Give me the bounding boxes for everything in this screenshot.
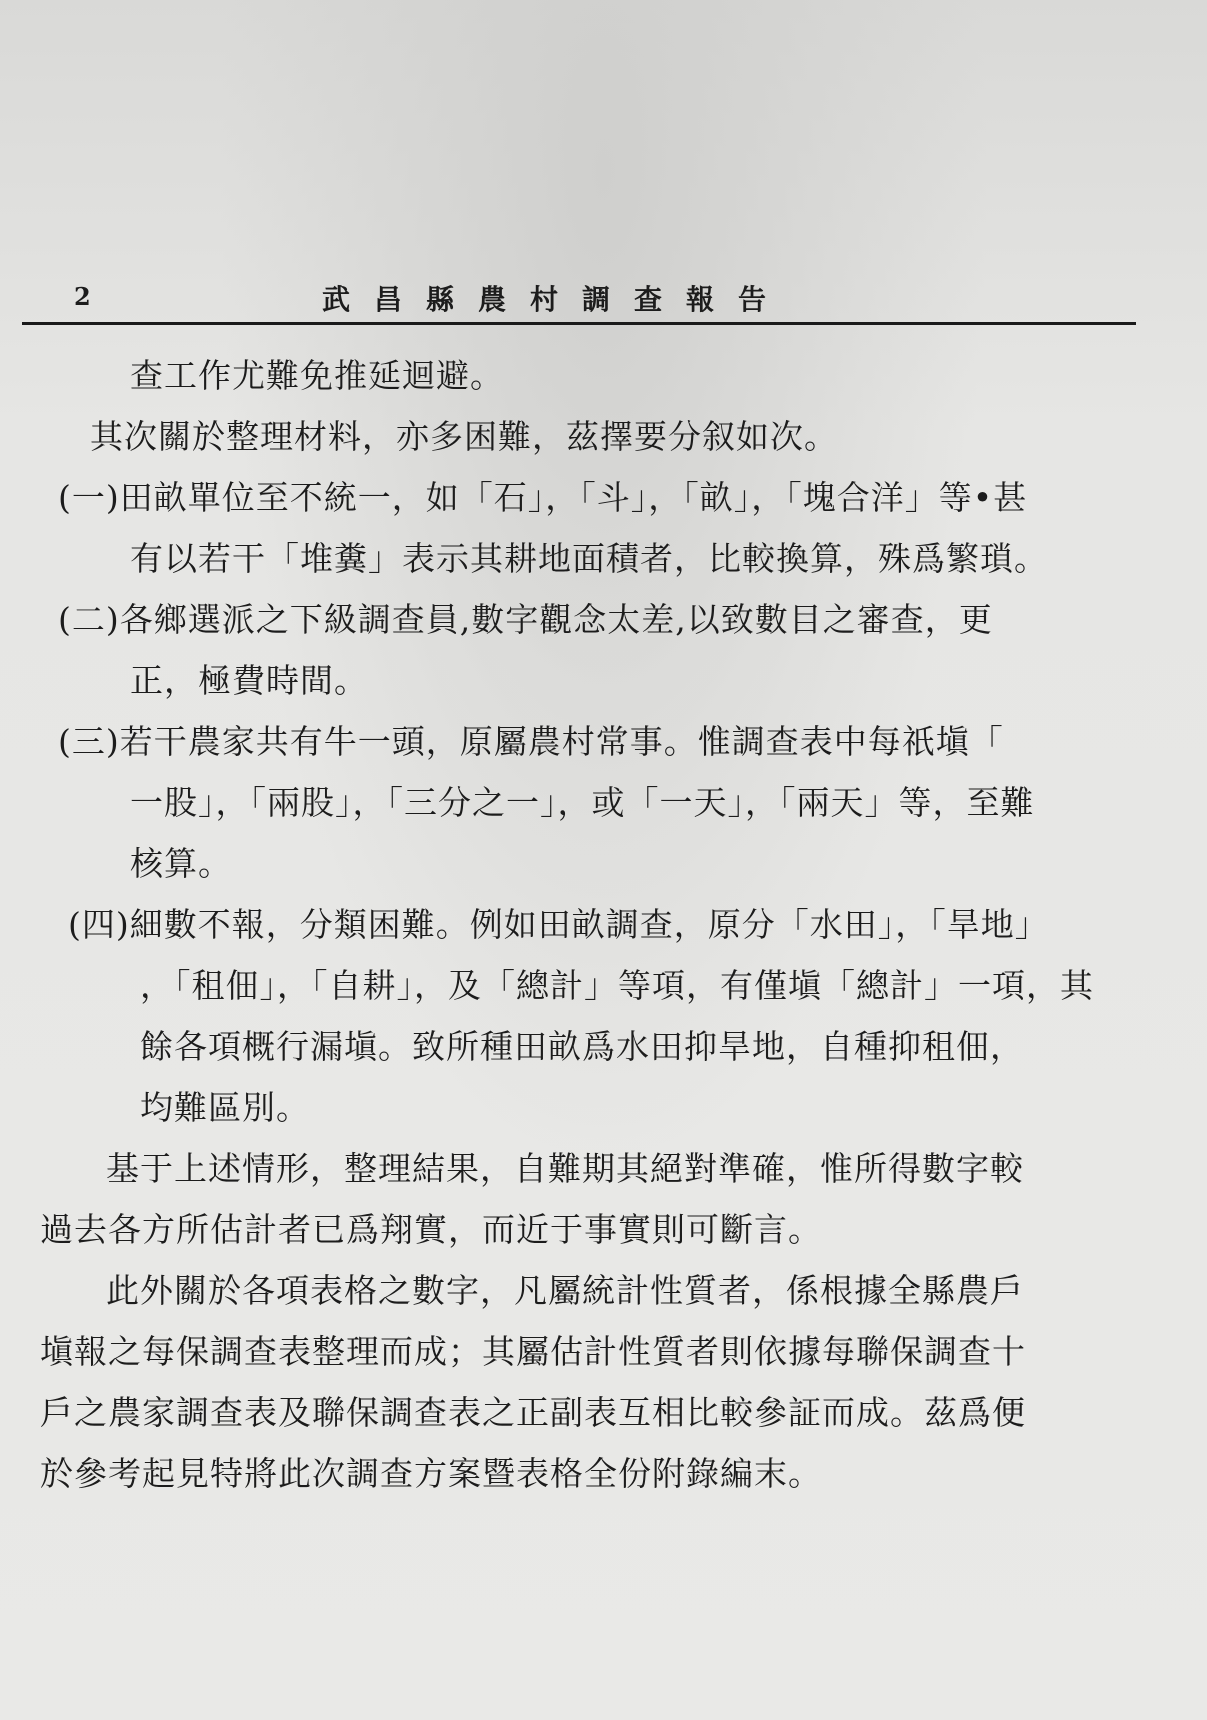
page-number: 2 xyxy=(74,282,91,311)
list-item-4-line: ，「租佃」，「自耕」，及「總計」等項，有僅塡「總計」一項，其 xyxy=(140,966,1094,1005)
running-title: 武昌縣農村調查報告 xyxy=(322,283,791,316)
text-line: 其次關於整理材料，亦多困難，茲擇要分叙如次。 xyxy=(90,417,838,456)
list-item-1-line: 有以若干「堆糞」表示其耕地面積者，比較換算，殊爲繁瑣。 xyxy=(130,539,1048,578)
list-item-3-line: (三)若干農家共有牛一頭，原屬農村常事。惟調查表中每祇塡「 xyxy=(58,722,1004,761)
paragraph-line: 戶之農家調查表及聯保調查表之正副表互相比較參証而成。茲爲便 xyxy=(40,1393,1026,1432)
list-item-1-line: (一)田畝單位至不統一，如「石」，「斗」，「畝」，「塊合洋」等•甚 xyxy=(58,478,1028,517)
list-item-4-line: 餘各項概行漏塡。致所種田畝爲水田抑旱地，自種抑租佃， xyxy=(140,1027,1024,1066)
paragraph-line: 過去各方所估計者已爲翔實，而近于事實則可斷言。 xyxy=(40,1210,822,1249)
list-item-4-line: (四)細數不報，分類困難。例如田畝調查，原分「水田」，「旱地」 xyxy=(68,905,1049,944)
list-item-3-line: 核算。 xyxy=(130,844,232,883)
list-item-2-line: (二)各鄉選派之下級調查員,數字觀念太差,以致數目之審查，更 xyxy=(58,600,993,639)
paragraph-line: 此外關於各項表格之數字，凡屬統計性質者，係根據全縣農戶 xyxy=(106,1271,1024,1310)
body-text xyxy=(40,345,1160,1504)
paragraph-line: 於參考起見特將此次調查方案暨表格全份附錄編末。 xyxy=(40,1454,822,1493)
list-item-4-line: 均難區別。 xyxy=(140,1088,310,1127)
page-header xyxy=(22,270,1136,325)
list-item-2-line: 正，極費時間。 xyxy=(130,661,368,700)
text-line: 查工作尤難免推延迴避。 xyxy=(130,356,504,395)
paragraph-line: 塡報之每保調查表整理而成；其屬估計性質者則依據每聯保調查十 xyxy=(40,1332,1026,1371)
list-item-3-line: 一股」，「兩股」，「三分之一」，或「一天」，「兩天」等，至難 xyxy=(130,783,1035,822)
paragraph-line: 基于上述情形，整理結果，自難期其絕對準確，惟所得數字較 xyxy=(106,1149,1024,1188)
